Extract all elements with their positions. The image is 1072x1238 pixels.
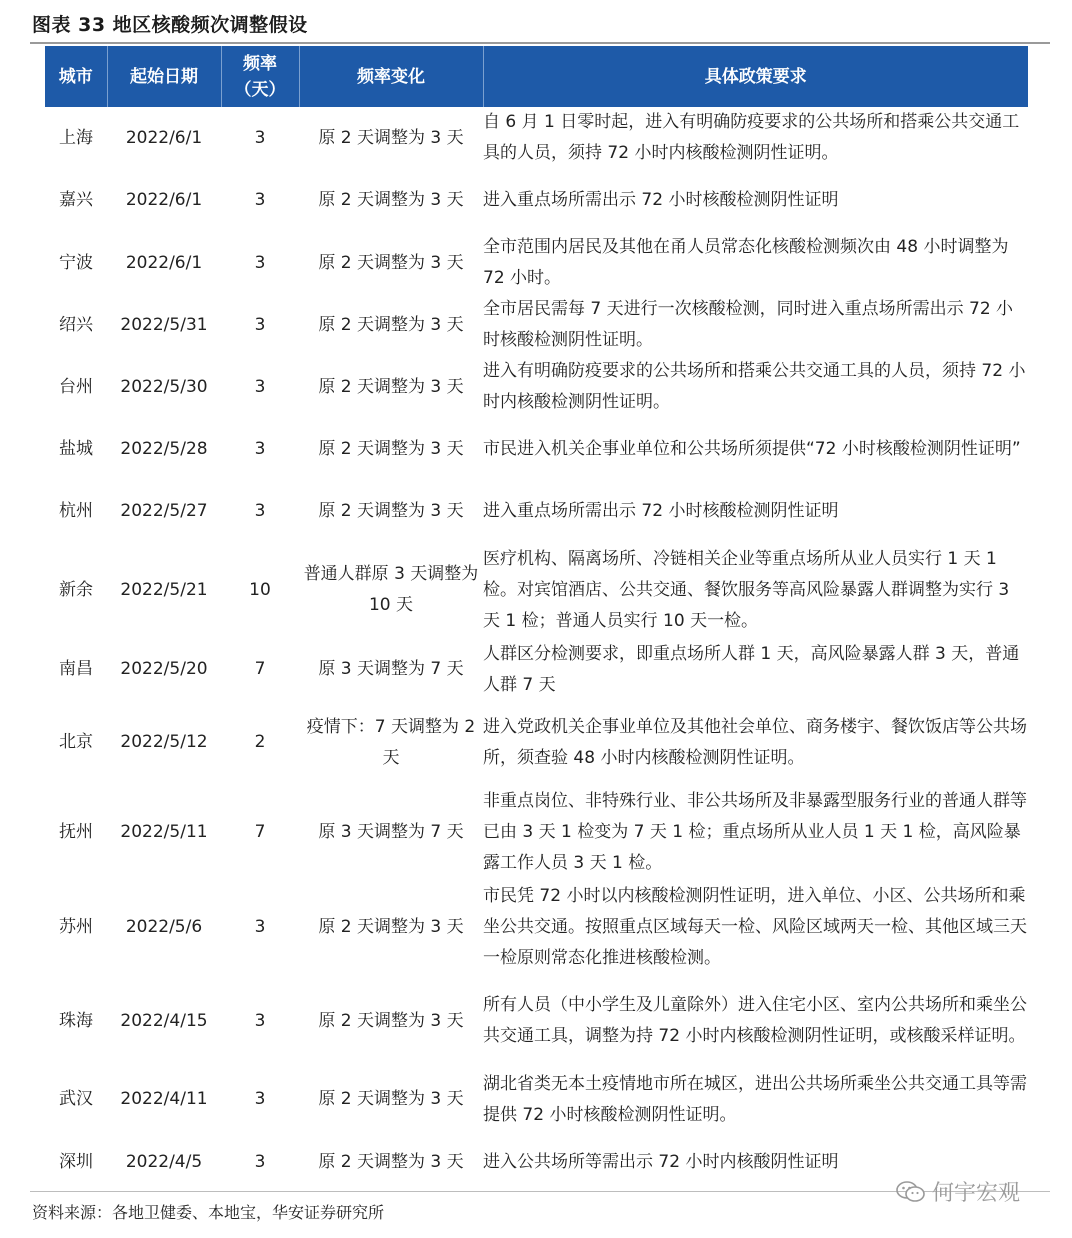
- cell-policy: 市民进入机关企事业单位和公共场所须提供“72 小时核酸检测阴性证明”: [483, 438, 1021, 459]
- cell-policy: 进入重点场所需出示 72 小时核酸检测阴性证明: [483, 190, 839, 210]
- header-frequency-line1: 频率: [243, 53, 277, 74]
- cell-city: 盐城: [59, 438, 93, 459]
- cell-city: 新余: [59, 579, 93, 600]
- cell-frequency: 3: [254, 376, 266, 397]
- watermark-text: 何宇宏观: [932, 1181, 1021, 1206]
- cell-city: 珠海: [59, 1010, 93, 1031]
- cell-frequency-change: 原 2 天调整为 3 天: [318, 1010, 464, 1031]
- table-row: [45, 638, 1028, 701]
- policy-table: [45, 46, 1028, 1194]
- cell-start-date: 2022/4/15: [120, 1010, 208, 1031]
- cell-frequency: 10: [249, 579, 271, 600]
- cell-city: 抚州: [59, 821, 93, 842]
- cell-frequency: 2: [254, 732, 266, 752]
- header-policy: 具体政策要求: [483, 46, 1028, 107]
- cell-frequency-change: 原 2 天调整为 3 天: [318, 127, 464, 148]
- cell-frequency-change: 原 3 天调整为 7 天: [318, 659, 464, 679]
- table-row: [45, 542, 1028, 638]
- cell-start-date: 2022/5/21: [120, 579, 208, 600]
- table-row: [45, 480, 1028, 542]
- cell-policy: 人群区分检测要求，即重点场所人群 1 天，高风险暴露人群 3 天，普通人群 7 天: [483, 643, 1020, 695]
- cell-frequency: 3: [254, 500, 266, 521]
- cell-policy: 湖北省类无本土疫情地市所在城区，进出公共场所乘坐公共交通工具等需提供 72 小时核酸检测阴性证明。: [483, 1073, 1027, 1125]
- cell-policy: 进入党政机关企事业单位及其他社会单位、商务楼宇、餐饮饭店等公共场所，须查验 48 小时内核酸检测阴性证明。: [483, 716, 1027, 768]
- cell-policy: 所有人员（中小学生及儿童除外）进入住宅小区、室内公共场所和乘坐公共交通工具，调整为持 72 小时内核酸检测阴性证明，或核酸采样证明。: [483, 995, 1027, 1046]
- header-frequency: [221, 46, 299, 107]
- watermark: [896, 1176, 1020, 1207]
- table-row: [45, 701, 1028, 784]
- cell-policy: 非重点岗位、非特殊行业、非公共场所及非暴露型服务行业的普通人群等已由 3 天 1 检变为 7 天 1 检；重点场所从业人员 1 天 1 检，高风险暴露工作人员 3 天 1 检。: [483, 790, 1027, 873]
- cell-frequency-change: 原 2 天调整为 3 天: [318, 190, 464, 210]
- cell-start-date: 2022/5/27: [120, 500, 208, 521]
- cell-frequency: 3: [254, 314, 266, 335]
- cell-start-date: 2022/4/11: [120, 1089, 208, 1109]
- header-frequency-line2: （天）: [234, 79, 286, 100]
- cell-frequency: 7: [254, 659, 266, 679]
- table-row: [45, 169, 1028, 232]
- cell-city: 宁波: [59, 252, 93, 273]
- cell-frequency-change: 原 2 天调整为 3 天: [318, 1152, 464, 1172]
- cell-frequency: 3: [254, 1010, 266, 1031]
- chart-title: 图表 33 地区核酸频次调整假设: [32, 14, 308, 36]
- table-row: [45, 880, 1028, 974]
- cell-start-date: 2022/5/12: [120, 732, 208, 752]
- table-row: [45, 974, 1028, 1068]
- cell-frequency-change: 原 2 天调整为 3 天: [318, 500, 464, 521]
- cell-policy: 市民凭 72 小时以内核酸检测阴性证明，进入单位、小区、公共场所和乘坐公共交通。按照重点区域每天一检、风险区域两天一检、其他区域三天一检原则常态化推进核酸检测。: [483, 885, 1027, 968]
- cell-city: 杭州: [59, 500, 93, 521]
- cell-frequency: 3: [254, 916, 266, 937]
- cell-frequency-change: 原 2 天调整为 3 天: [318, 252, 464, 273]
- table-row: [45, 294, 1028, 356]
- cell-start-date: 2022/6/1: [125, 190, 203, 210]
- cell-start-date: 2022/5/11: [120, 821, 208, 842]
- cell-city: 苏州: [59, 916, 93, 937]
- cell-start-date: 2022/6/1: [125, 252, 203, 273]
- cell-frequency-change: 原 2 天调整为 3 天: [318, 376, 464, 397]
- cell-frequency: 7: [254, 821, 266, 842]
- source-note: 资料来源：各地卫健委、本地宝，华安证券研究所: [32, 1203, 385, 1222]
- header-city: 城市: [45, 46, 107, 107]
- cell-city: 南昌: [59, 659, 93, 679]
- cell-frequency-change: 普通人群原 3 天调整为 10 天: [303, 564, 479, 615]
- title-divider: [30, 42, 1050, 44]
- table-row: [45, 356, 1028, 418]
- cell-frequency: 3: [254, 190, 266, 210]
- table-row: [45, 1131, 1028, 1194]
- cell-frequency: 3: [254, 438, 266, 459]
- table-row: [45, 784, 1028, 880]
- cell-city: 武汉: [59, 1089, 93, 1109]
- table-body: [45, 107, 1028, 1194]
- cell-city: 绍兴: [59, 314, 93, 335]
- cell-policy: 自 6 月 1 日零时起，进入有明确防疫要求的公共场所和搭乘公共交通工具的人员，须持 72 小时内核酸检测阴性证明。: [483, 112, 1020, 163]
- cell-start-date: 2022/5/28: [120, 438, 208, 459]
- header-start-date: 起始日期: [107, 46, 221, 107]
- cell-city: 嘉兴: [59, 190, 93, 210]
- cell-frequency: 3: [254, 127, 266, 148]
- cell-frequency-change: 原 3 天调整为 7 天: [318, 821, 464, 842]
- cell-policy: 全市居民需每 7 天进行一次核酸检测，同时进入重点场所需出示 72 小时核酸检测阴性证明。: [483, 299, 1014, 350]
- table-row: [45, 1068, 1028, 1131]
- cell-frequency-change: 疫情下：7 天调整为 2 天: [306, 716, 476, 768]
- table-header-row: [45, 46, 1028, 107]
- cell-policy: 进入公共场所等需出示 72 小时内核酸阴性证明: [483, 1152, 839, 1172]
- cell-city: 上海: [59, 127, 93, 148]
- cell-start-date: 2022/6/1: [125, 127, 203, 148]
- cell-city: 北京: [59, 732, 93, 752]
- cell-frequency-change: 原 2 天调整为 3 天: [318, 314, 464, 335]
- cell-city: 深圳: [59, 1152, 93, 1172]
- cell-start-date: 2022/5/20: [120, 659, 208, 679]
- cell-policy: 全市范围内居民及其他在甬人员常态化核酸检测频次由 48 小时调整为 72 小时。: [483, 237, 1009, 288]
- cell-frequency: 3: [254, 252, 266, 273]
- wechat-icon: [896, 1180, 926, 1204]
- table-row: [45, 232, 1028, 294]
- cell-frequency-change: 原 2 天调整为 3 天: [318, 916, 464, 937]
- cell-policy: 进入重点场所需出示 72 小时核酸检测阴性证明: [483, 500, 839, 521]
- cell-start-date: 2022/5/31: [120, 314, 208, 335]
- cell-frequency-change: 原 2 天调整为 3 天: [318, 1089, 464, 1109]
- cell-policy: 医疗机构、隔离场所、冷链相关企业等重点场所从业人员实行 1 天 1 检。对宾馆酒店、公共交通、餐饮服务等高风险暴露人群调整为实行 3 天 1 检；普通人员实行 10 天一检。: [483, 548, 1010, 631]
- cell-city: 台州: [59, 376, 93, 397]
- table-row: [45, 418, 1028, 480]
- cell-start-date: 2022/5/30: [120, 376, 208, 397]
- cell-policy: 进入有明确防疫要求的公共场所和搭乘公共交通工具的人员，须持 72 小时内核酸检测阴性证明。: [483, 361, 1026, 412]
- cell-frequency: 3: [254, 1089, 266, 1109]
- cell-frequency: 3: [254, 1152, 266, 1172]
- table-row: [45, 107, 1028, 169]
- cell-frequency-change: 原 2 天调整为 3 天: [318, 438, 464, 459]
- header-frequency-change: 频率变化: [299, 46, 483, 107]
- cell-start-date: 2022/4/5: [125, 1152, 203, 1172]
- cell-start-date: 2022/5/6: [125, 916, 203, 937]
